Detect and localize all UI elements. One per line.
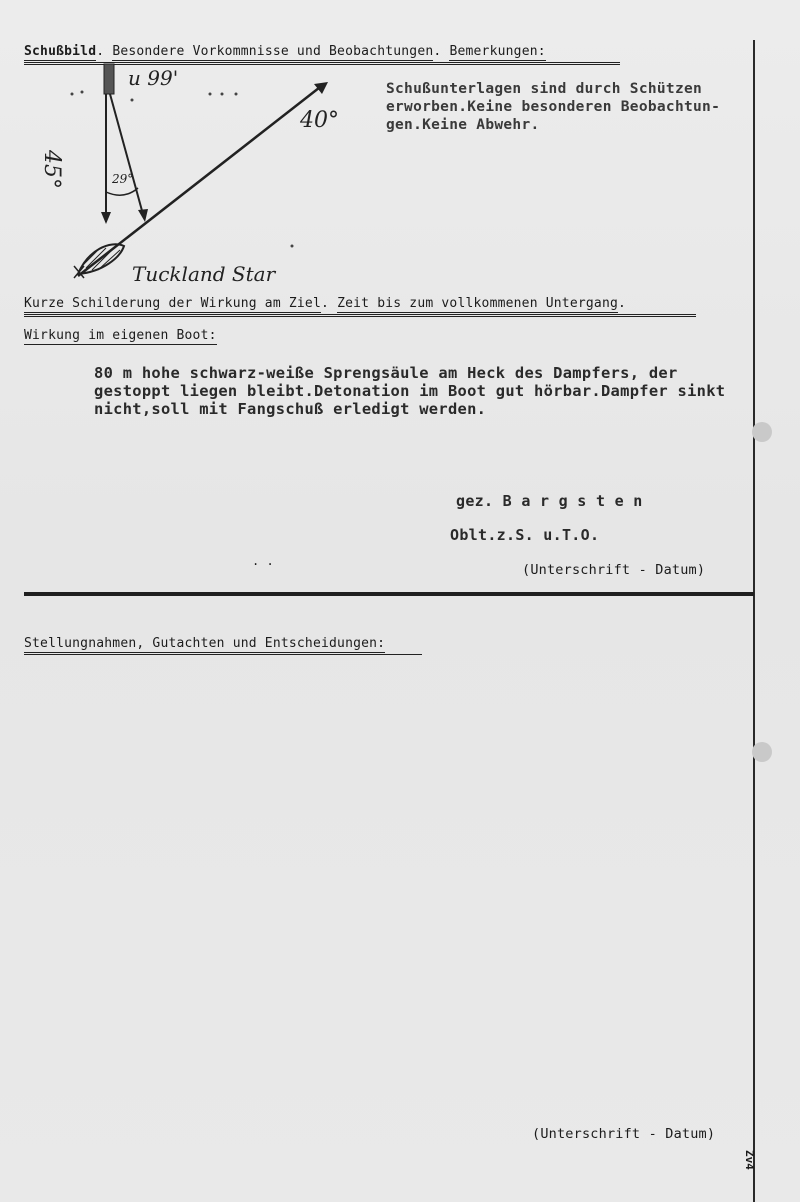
right-border-line <box>753 40 755 1202</box>
thick-separator <box>24 592 754 596</box>
own-boat-effect-label: Wirkung im eigenen Boot: <box>24 328 217 343</box>
header-bemerkungen: Bemerkungen: <box>449 44 546 59</box>
section2-underline <box>24 314 696 317</box>
effect-target-label: Kurze Schilderung der Wirkung am Ziel <box>24 296 321 311</box>
sketch-angle-right: 40° <box>300 108 339 133</box>
signature-name: gez. B a r g s t e n <box>456 492 643 510</box>
sketch-bearing-label: u 99' <box>128 66 179 90</box>
punch-hole-bottom <box>752 742 772 762</box>
submarine-icon <box>104 64 114 94</box>
own-boat-line-3: nicht,soll mit Fangschuß erledigt werden. <box>94 400 487 418</box>
own-boat-line-2: gestoppt liegen bleibt.Detonation im Boot gut hörbar.Dampfer sinkt <box>94 382 726 400</box>
remarks-line-2: erworben.Keine besonderen Beobachtun- <box>386 99 721 115</box>
signature-rank: Oblt.z.S. u.T.O. <box>450 526 600 544</box>
sinking-time-label: Zeit bis zum vollkommenen Untergang <box>337 296 618 311</box>
header-schussbild: Schußbild <box>24 44 97 59</box>
header-row: Schußbild. Besondere Vorkommnisse und Beobachtungen. Bemerkungen: <box>24 44 546 59</box>
remarks-line-3: gen.Keine Abwehr. <box>386 117 540 133</box>
sketch-angle-small: 29° <box>112 172 134 186</box>
page-code: Zv4 <box>743 1150 756 1170</box>
section-effect-target: Kurze Schilderung der Wirkung am Ziel. Zeit bis zum vollkommenen Untergang. <box>24 296 627 311</box>
statements-underline <box>24 654 422 655</box>
punch-hole-top <box>752 422 772 442</box>
sketch-ship-name: Tuckland Star <box>132 262 276 286</box>
sketch-angle-left: 45° <box>39 150 64 189</box>
statements-label: Stellungnahmen, Gutachten und Entscheidungen: <box>24 636 386 651</box>
remarks-line-1: Schußunterlagen sind durch Schützen <box>386 81 703 97</box>
footer-caption: (Unterschrift - Datum) <box>532 1126 716 1142</box>
own-boat-line-1: 80 m hohe schwarz-weiße Sprengsäule am Heck des Dampfers, der <box>94 364 678 382</box>
signature-caption: (Unterschrift - Datum) <box>522 562 706 578</box>
header-vorkommnisse: Besondere Vorkommnisse und Beobachtungen <box>112 44 434 59</box>
stray-dots: . . <box>252 554 274 568</box>
